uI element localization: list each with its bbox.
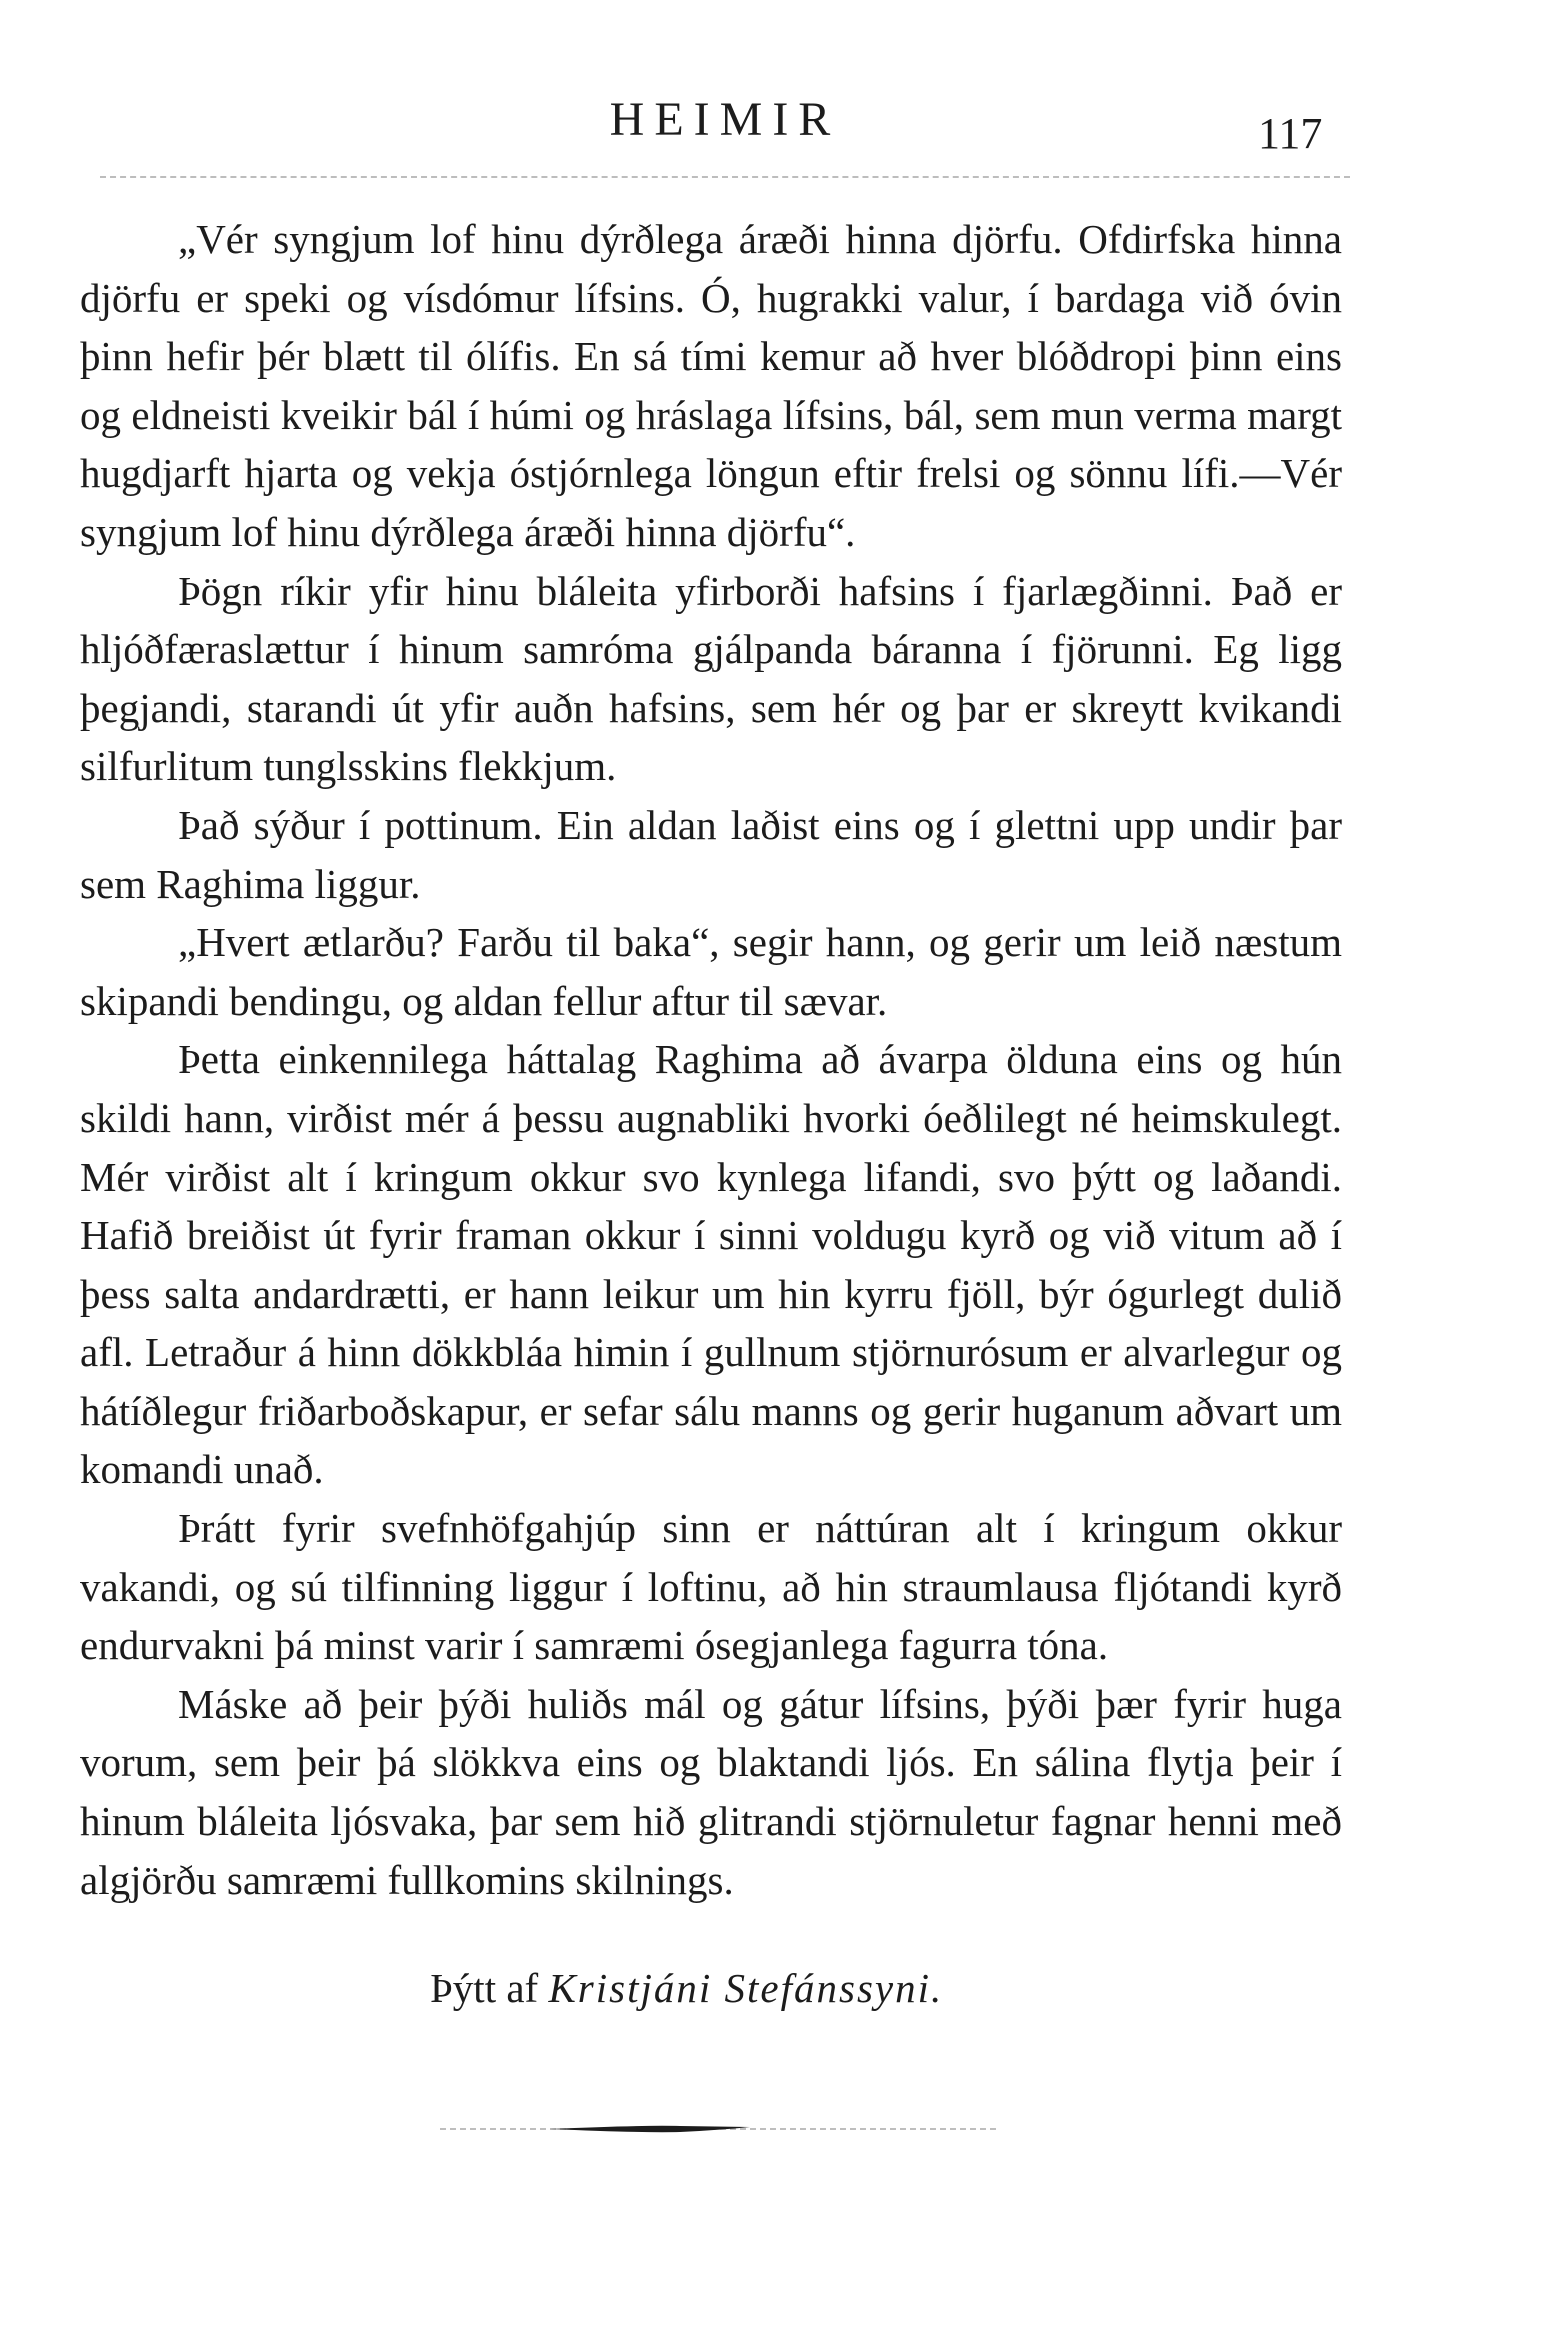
paragraph-6: Þrátt fyrir svefnhöfgahjúp sinn er náttúran alt í kringum okkur vakandi, og sú tilfinning liggur í loftinu, að hin straumlausa fljótandi kyrð endurvakni þá minst varir í samræmi ósegjanlega fagurra tóna. [80, 1505, 1342, 1669]
paragraph-7: Máske að þeir þýði huliðs mál og gátur lífsins, þýði þær fyrir huga vorum, sem þeir þá slökkva eins og blaktandi ljós. En sálina flytja þeir í hinum bláleita ljósvaka, þar sem hið glitrandi stjörnuletur fagnar henni með algjörðu samræmi fullkomins skilnings. [80, 1680, 1342, 1903]
translator-credit [430, 1964, 943, 2012]
paragraph-5: Þetta einkennilega háttalag Raghima að ávarpa ölduna eins og hún skildi hann, virðist mér á þessu augnabliki hvorki óeðlilegt né heimskulegt. Mér virðist alt í kringum okkur svo kynlega lifandi, svo þýtt og laðandi. Hafið breiðist út fyrir framan okkur í sinni voldugu kyrð og við vitum að í þess salta andardrætti, er hann leikur um hin kyrru fjöll, býr ógurlegt dulið afl. Letraður á hinn dökkbláa himin í gullnum stjörnurósum er alvarlegur og hátíðlegur friðarboðskapur, er sefar sálu manns og gerir huganum aðvart um komandi unað. [80, 1036, 1342, 1493]
paragraph-4: „Hvert ætlarðu? Farðu til baka“, segir hann, og gerir um leið næstum skipandi bendingu, og aldan fellur aftur til sævar. [80, 919, 1342, 1024]
running-title: HEIMIR [609, 93, 841, 146]
paragraph-3: Það sýður í pottinum. Ein aldan laðist eins og í glettni upp undir þar sem Raghima liggur. [80, 801, 1342, 907]
header-rule [100, 176, 1350, 178]
paragraph-2: Þögn ríkir yfir hinu bláleita yfirborði hafsins í fjarlægðinni. Það er hljóðfæraslættur í hinum samróma gjálpanda báranna í fjörunni. Eg ligg þegjandi, starandi út yfir auðn hafsins, sem hér og þar er skreytt kvikandi silfurlitum tunglsskins flekkjum. [80, 567, 1342, 790]
body-text [80, 210, 1342, 1909]
end-ornament-rule [440, 2124, 1000, 2134]
page-number: 117 [1258, 109, 1323, 158]
paragraph-1: „Vér syngjum lof hinu dýrðlega áræði hinna djörfu. Ofdirfska hinna djörfu er speki og vísdómur lífsins. Ó, hugrakki valur, í bardaga við óvin þinn hefir þér blætt til ólífis. En sá tími kemur að hver blóðdropi þinn eins og eldneisti kveikir bál í húmi og hráslaga lífsins, bál, sem mun verma margt hugdjarft hjarta og vekja óstjórnlega löngun eftir frelsi og sönnu lífi.—Vér syngjum lof hinu dýrðlega áræði hinna djörfu“. [80, 216, 1342, 555]
credit-prefix: Þýtt af [430, 1965, 539, 2011]
translator-name: Kristjáni Stefánssyni. [548, 1965, 944, 2011]
